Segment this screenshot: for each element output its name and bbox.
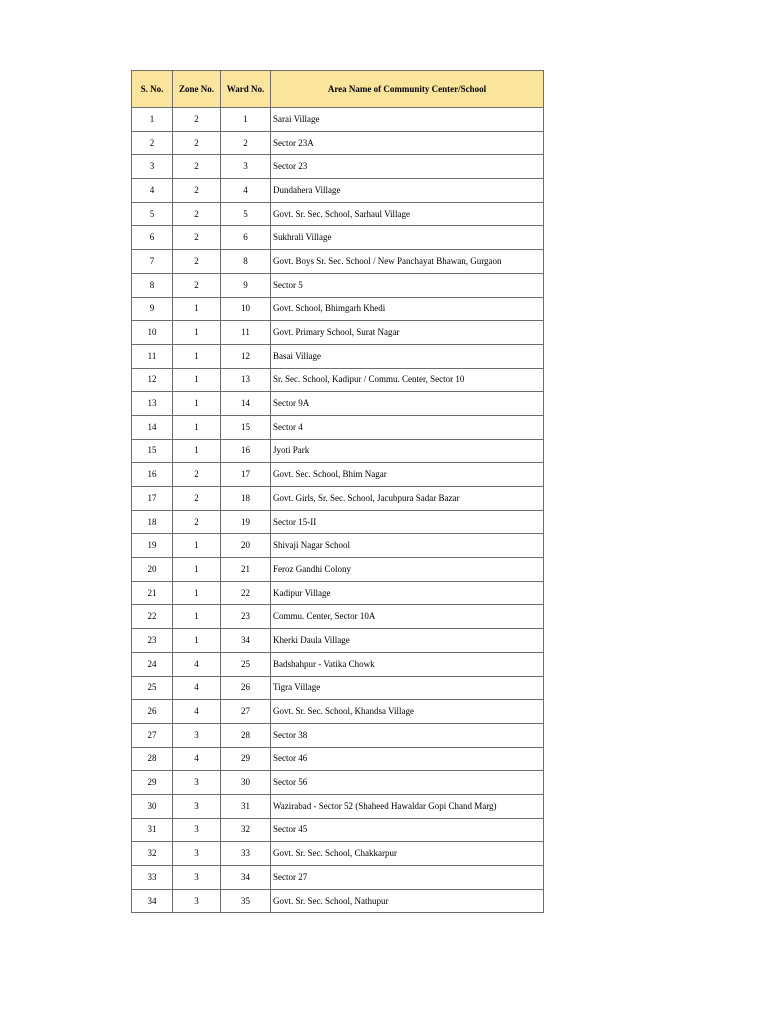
table-row [132,629,544,653]
cell-ward-number: 8 [221,250,271,274]
cell-zone-number: 1 [173,581,221,605]
table-row [132,439,544,463]
cell-zone-number: 1 [173,344,221,368]
cell-ward-number: 17 [221,463,271,487]
cell-serial-number: 27 [132,723,173,747]
cell-area-name: Sector 15-II [271,510,544,534]
table-row [132,818,544,842]
table-row [132,344,544,368]
cell-area-name: Govt. Sr. Sec. School, Nathupur [271,889,544,913]
cell-serial-number: 14 [132,415,173,439]
community-center-table [131,70,544,913]
cell-area-name: Govt. Sec. School, Bhim Nagar [271,463,544,487]
cell-serial-number: 28 [132,747,173,771]
cell-serial-number: 26 [132,700,173,724]
table-row [132,273,544,297]
table-row [132,558,544,582]
cell-zone-number: 3 [173,771,221,795]
table-row [132,794,544,818]
cell-zone-number: 3 [173,723,221,747]
table-row [132,771,544,795]
cell-ward-number: 20 [221,534,271,558]
cell-ward-number: 35 [221,889,271,913]
table-row [132,605,544,629]
cell-area-name: Sr. Sec. School, Kadipur / Commu. Center, Sector 10 [271,368,544,392]
cell-area-name: Govt. Girls, Sr. Sec. School, Jacubpura Sadar Bazar [271,487,544,511]
cell-zone-number: 2 [173,108,221,132]
cell-ward-number: 30 [221,771,271,795]
cell-area-name: Shivaji Nagar School [271,534,544,558]
cell-ward-number: 3 [221,155,271,179]
cell-serial-number: 2 [132,131,173,155]
header-serial-number: S. No. [132,71,173,108]
cell-zone-number: 1 [173,605,221,629]
cell-ward-number: 12 [221,344,271,368]
cell-ward-number: 18 [221,487,271,511]
cell-zone-number: 2 [173,226,221,250]
cell-area-name: Sector 23 [271,155,544,179]
cell-area-name: Dundahera Village [271,179,544,203]
cell-serial-number: 9 [132,297,173,321]
cell-area-name: Badshahpur - Vatika Chowk [271,652,544,676]
table-row [132,321,544,345]
table-row [132,463,544,487]
cell-ward-number: 6 [221,226,271,250]
cell-area-name: Govt. Sr. Sec. School, Khandsa Village [271,700,544,724]
cell-serial-number: 6 [132,226,173,250]
cell-ward-number: 2 [221,131,271,155]
cell-zone-number: 1 [173,629,221,653]
cell-zone-number: 1 [173,368,221,392]
cell-zone-number: 4 [173,652,221,676]
cell-zone-number: 2 [173,250,221,274]
table-row [132,866,544,890]
table-row [132,392,544,416]
cell-serial-number: 23 [132,629,173,653]
cell-serial-number: 33 [132,866,173,890]
cell-ward-number: 26 [221,676,271,700]
cell-area-name: Sector 5 [271,273,544,297]
cell-area-name: Govt. Sr. Sec. School, Sarhaul Village [271,202,544,226]
cell-serial-number: 15 [132,439,173,463]
cell-serial-number: 3 [132,155,173,179]
cell-zone-number: 2 [173,463,221,487]
cell-serial-number: 11 [132,344,173,368]
cell-ward-number: 33 [221,842,271,866]
cell-ward-number: 10 [221,297,271,321]
cell-serial-number: 21 [132,581,173,605]
header-ward-number: Ward No. [221,71,271,108]
cell-serial-number: 22 [132,605,173,629]
table-row [132,155,544,179]
cell-serial-number: 29 [132,771,173,795]
cell-ward-number: 28 [221,723,271,747]
table-row [132,131,544,155]
cell-ward-number: 21 [221,558,271,582]
cell-area-name: Kherki Daula Village [271,629,544,653]
cell-zone-number: 3 [173,794,221,818]
table-row [132,510,544,534]
cell-zone-number: 1 [173,297,221,321]
cell-serial-number: 4 [132,179,173,203]
cell-serial-number: 24 [132,652,173,676]
cell-zone-number: 4 [173,676,221,700]
cell-area-name: Tigra Village [271,676,544,700]
cell-serial-number: 20 [132,558,173,582]
header-zone-number: Zone No. [173,71,221,108]
cell-area-name: Sector 45 [271,818,544,842]
cell-zone-number: 1 [173,439,221,463]
cell-ward-number: 23 [221,605,271,629]
cell-zone-number: 1 [173,534,221,558]
cell-area-name: Govt. School, Bhimgarh Khedi [271,297,544,321]
cell-serial-number: 34 [132,889,173,913]
table-row [132,842,544,866]
cell-zone-number: 4 [173,747,221,771]
table-row [132,250,544,274]
cell-area-name: Sector 27 [271,866,544,890]
cell-ward-number: 13 [221,368,271,392]
table-row [132,723,544,747]
table-row [132,889,544,913]
cell-serial-number: 5 [132,202,173,226]
cell-area-name: Feroz Gandhi Colony [271,558,544,582]
cell-ward-number: 27 [221,700,271,724]
cell-area-name: Govt. Primary School, Surat Nagar [271,321,544,345]
cell-zone-number: 1 [173,392,221,416]
cell-area-name: Sukhrali Village [271,226,544,250]
cell-ward-number: 34 [221,629,271,653]
cell-area-name: Sector 46 [271,747,544,771]
cell-ward-number: 29 [221,747,271,771]
header-area-name: Area Name of Community Center/School [271,71,544,108]
cell-serial-number: 18 [132,510,173,534]
cell-ward-number: 16 [221,439,271,463]
table-row [132,108,544,132]
table-row [132,700,544,724]
table-row [132,368,544,392]
cell-zone-number: 2 [173,155,221,179]
cell-ward-number: 19 [221,510,271,534]
cell-area-name: Jyoti Park [271,439,544,463]
cell-serial-number: 8 [132,273,173,297]
cell-ward-number: 11 [221,321,271,345]
cell-area-name: Sarai Village [271,108,544,132]
cell-ward-number: 14 [221,392,271,416]
cell-serial-number: 17 [132,487,173,511]
cell-ward-number: 5 [221,202,271,226]
cell-ward-number: 4 [221,179,271,203]
table-row [132,202,544,226]
table-row [132,179,544,203]
cell-zone-number: 3 [173,842,221,866]
cell-ward-number: 34 [221,866,271,890]
cell-serial-number: 32 [132,842,173,866]
cell-zone-number: 1 [173,321,221,345]
cell-ward-number: 15 [221,415,271,439]
cell-ward-number: 22 [221,581,271,605]
cell-ward-number: 9 [221,273,271,297]
cell-serial-number: 10 [132,321,173,345]
cell-zone-number: 2 [173,510,221,534]
cell-zone-number: 2 [173,131,221,155]
table-row [132,581,544,605]
cell-serial-number: 25 [132,676,173,700]
cell-serial-number: 16 [132,463,173,487]
table-body [132,108,544,913]
cell-ward-number: 31 [221,794,271,818]
table-header [132,71,544,108]
cell-zone-number: 2 [173,202,221,226]
cell-area-name: Sector 56 [271,771,544,795]
cell-serial-number: 31 [132,818,173,842]
table-row [132,487,544,511]
cell-area-name: Govt. Boys Sr. Sec. School / New Panchayat Bhawan, Gurgaon [271,250,544,274]
cell-ward-number: 32 [221,818,271,842]
cell-zone-number: 1 [173,415,221,439]
cell-zone-number: 3 [173,866,221,890]
cell-serial-number: 19 [132,534,173,558]
cell-zone-number: 4 [173,700,221,724]
cell-zone-number: 1 [173,558,221,582]
cell-area-name: Sector 9A [271,392,544,416]
cell-ward-number: 25 [221,652,271,676]
cell-area-name: Govt. Sr. Sec. School, Chakkarpur [271,842,544,866]
cell-area-name: Wazirabad - Sector 52 (Shaheed Hawaldar Gopi Chand Marg) [271,794,544,818]
table-row [132,747,544,771]
cell-zone-number: 2 [173,487,221,511]
header-row [132,71,544,108]
cell-zone-number: 2 [173,179,221,203]
cell-serial-number: 30 [132,794,173,818]
table-row [132,415,544,439]
cell-zone-number: 2 [173,273,221,297]
cell-area-name: Sector 23A [271,131,544,155]
cell-area-name: Sector 38 [271,723,544,747]
table-row [132,226,544,250]
table-row [132,534,544,558]
cell-serial-number: 13 [132,392,173,416]
cell-area-name: Basai Village [271,344,544,368]
cell-zone-number: 3 [173,818,221,842]
cell-ward-number: 1 [221,108,271,132]
table-row [132,297,544,321]
cell-area-name: Sector 4 [271,415,544,439]
cell-serial-number: 1 [132,108,173,132]
cell-serial-number: 7 [132,250,173,274]
cell-zone-number: 3 [173,889,221,913]
table-row [132,676,544,700]
cell-area-name: Commu. Center, Sector 10A [271,605,544,629]
table-row [132,652,544,676]
cell-serial-number: 12 [132,368,173,392]
cell-area-name: Kadipur Village [271,581,544,605]
